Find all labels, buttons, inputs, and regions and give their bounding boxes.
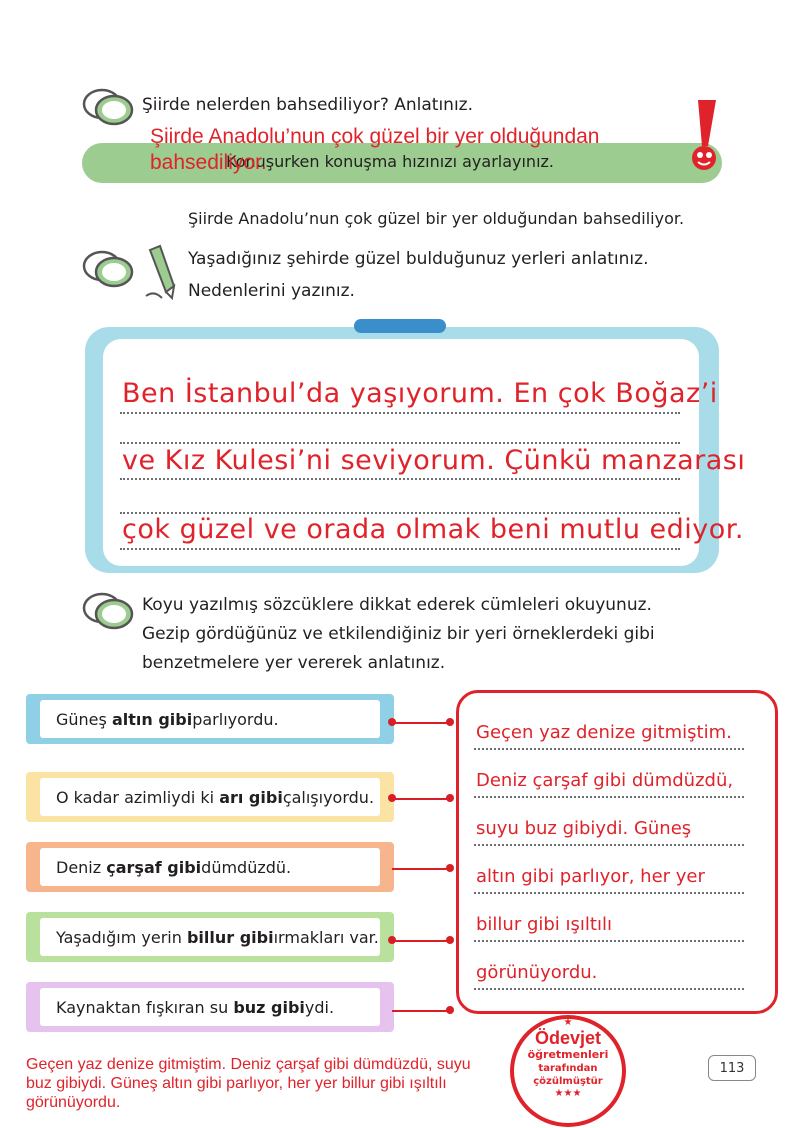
speech-bubble-icon [80, 590, 136, 634]
connector-dot [446, 936, 454, 944]
odevjet-stamp [510, 1015, 626, 1127]
connector-dot [446, 794, 454, 802]
example-box-1 [26, 694, 394, 744]
stamp-stars: ★★★ [554, 1088, 582, 1099]
example-bold: buz gibi [233, 997, 305, 1017]
example-pre: Yaşadığım yerin [56, 927, 182, 947]
connector-line [392, 940, 452, 942]
example-pre: Kaynaktan fışkıran su [56, 997, 229, 1017]
example-post: parlıyordu. [192, 709, 279, 729]
speech-bubble-icon [80, 248, 136, 292]
page-number [708, 1055, 756, 1081]
connector-dot [446, 864, 454, 872]
example-post: ırmakları var. [273, 927, 379, 947]
answer-line [474, 748, 744, 750]
answer-line [474, 940, 744, 942]
connector-dot [388, 718, 396, 726]
question-3-line-2: Gezip gördüğünüz ve etkilendiğiniz bir yeri örneklerdeki gibi [142, 624, 655, 644]
page-number-text: 113 [719, 1060, 745, 1076]
answer-overlay-bottom: Geçen yaz denize gitmiştim. Deniz çarşaf gibi dümdüzdü, suyu buz gibiydi. Güneş altın gibi parlıyor, her yer billur gibi ışıltılı görünüyordu. [26, 1056, 471, 1111]
answer-line-2: Deniz çarşaf gibi dümdüzdü, [476, 770, 734, 791]
connector-line [392, 868, 452, 870]
connector-dot [388, 794, 396, 802]
example-pre: Güneş [56, 709, 107, 729]
writing-line [120, 478, 680, 480]
example-pre: Deniz [56, 857, 102, 877]
answer-overlay-top: Şiirde Anadolu’nun çok güzel bir yer olduğundan bahsediliyor. [150, 125, 600, 174]
stamp-line-1: öğretmenleri [527, 1048, 609, 1061]
panel-tab [354, 319, 446, 333]
answer-line [474, 844, 744, 846]
connector-line [392, 1010, 452, 1012]
answer-line [474, 796, 744, 798]
answer-line-4: altın gibi parlıyor, her yer [476, 866, 705, 887]
question-1: Şiirde nelerden bahsediliyor? Anlatınız. [142, 95, 474, 115]
example-pre: O kadar azimliydi ki [56, 787, 215, 807]
example-post: çalışıyordu. [282, 787, 375, 807]
example-box-5 [26, 982, 394, 1032]
example-box-2 [26, 772, 394, 822]
stamp-title: Ödevjet [534, 1028, 602, 1048]
writing-line [120, 442, 680, 444]
stamp-line-2: tarafından [538, 1063, 598, 1074]
answer-line-6: görünüyordu. [476, 962, 598, 983]
connector-dot [446, 718, 454, 726]
connector-dot [446, 1006, 454, 1014]
example-bold: çarşaf gibi [106, 857, 202, 877]
pencil-icon [140, 244, 182, 302]
connector-line [392, 722, 452, 724]
question-2-line-1: Yaşadığınız şehirde güzel bulduğunuz yerleri anlatınız. [188, 249, 649, 269]
example-post: dümdüzdü. [201, 857, 292, 877]
handwritten-line-1: Ben İstanbul’da yaşıyorum. En çok Boğaz’i [122, 378, 718, 409]
answer-1: Şiirde Anadolu’nun çok güzel bir yer olduğundan bahsediliyor. [188, 209, 685, 228]
answer-line [474, 892, 744, 894]
answer-line-5: billur gibi ışıltılı [476, 914, 612, 935]
question-3-line-3: benzetmelere yer vererek anlatınız. [142, 653, 446, 673]
writing-line [120, 548, 680, 550]
writing-line [120, 412, 680, 414]
example-post: ydi. [304, 997, 335, 1017]
example-box-3 [26, 842, 394, 892]
question-2-line-2: Nedenlerini yazınız. [188, 281, 355, 301]
stamp-line-3: çözülmüştür [533, 1076, 603, 1087]
question-3-line-1: Koyu yazılmış sözcüklere dikkat ederek cümleleri okuyunuz. [142, 595, 652, 615]
connector-line [392, 798, 452, 800]
example-box-4 [26, 912, 394, 962]
answer-line-3: suyu buz gibiydi. Güneş [476, 818, 692, 839]
example-bold: billur gibi [186, 927, 274, 947]
example-bold: arı gibi [219, 787, 283, 807]
handwritten-line-3: çok güzel ve orada olmak beni mutlu ediyor. [122, 514, 744, 545]
stamp-top-star: ★ [563, 1017, 573, 1028]
speech-bubble-icon [80, 86, 136, 130]
answer-line [474, 988, 744, 990]
exclamation-mascot-icon [676, 96, 726, 176]
hint-text: Konuşurken konuşma hızınızı ayarlayınız. [226, 152, 554, 171]
example-bold: altın gibi [111, 709, 193, 729]
handwritten-line-2: ve Kız Kulesi’ni seviyorum. Çünkü manzarası [122, 445, 746, 476]
answer-line-1: Geçen yaz denize gitmiştim. [476, 722, 732, 743]
connector-dot [388, 936, 396, 944]
